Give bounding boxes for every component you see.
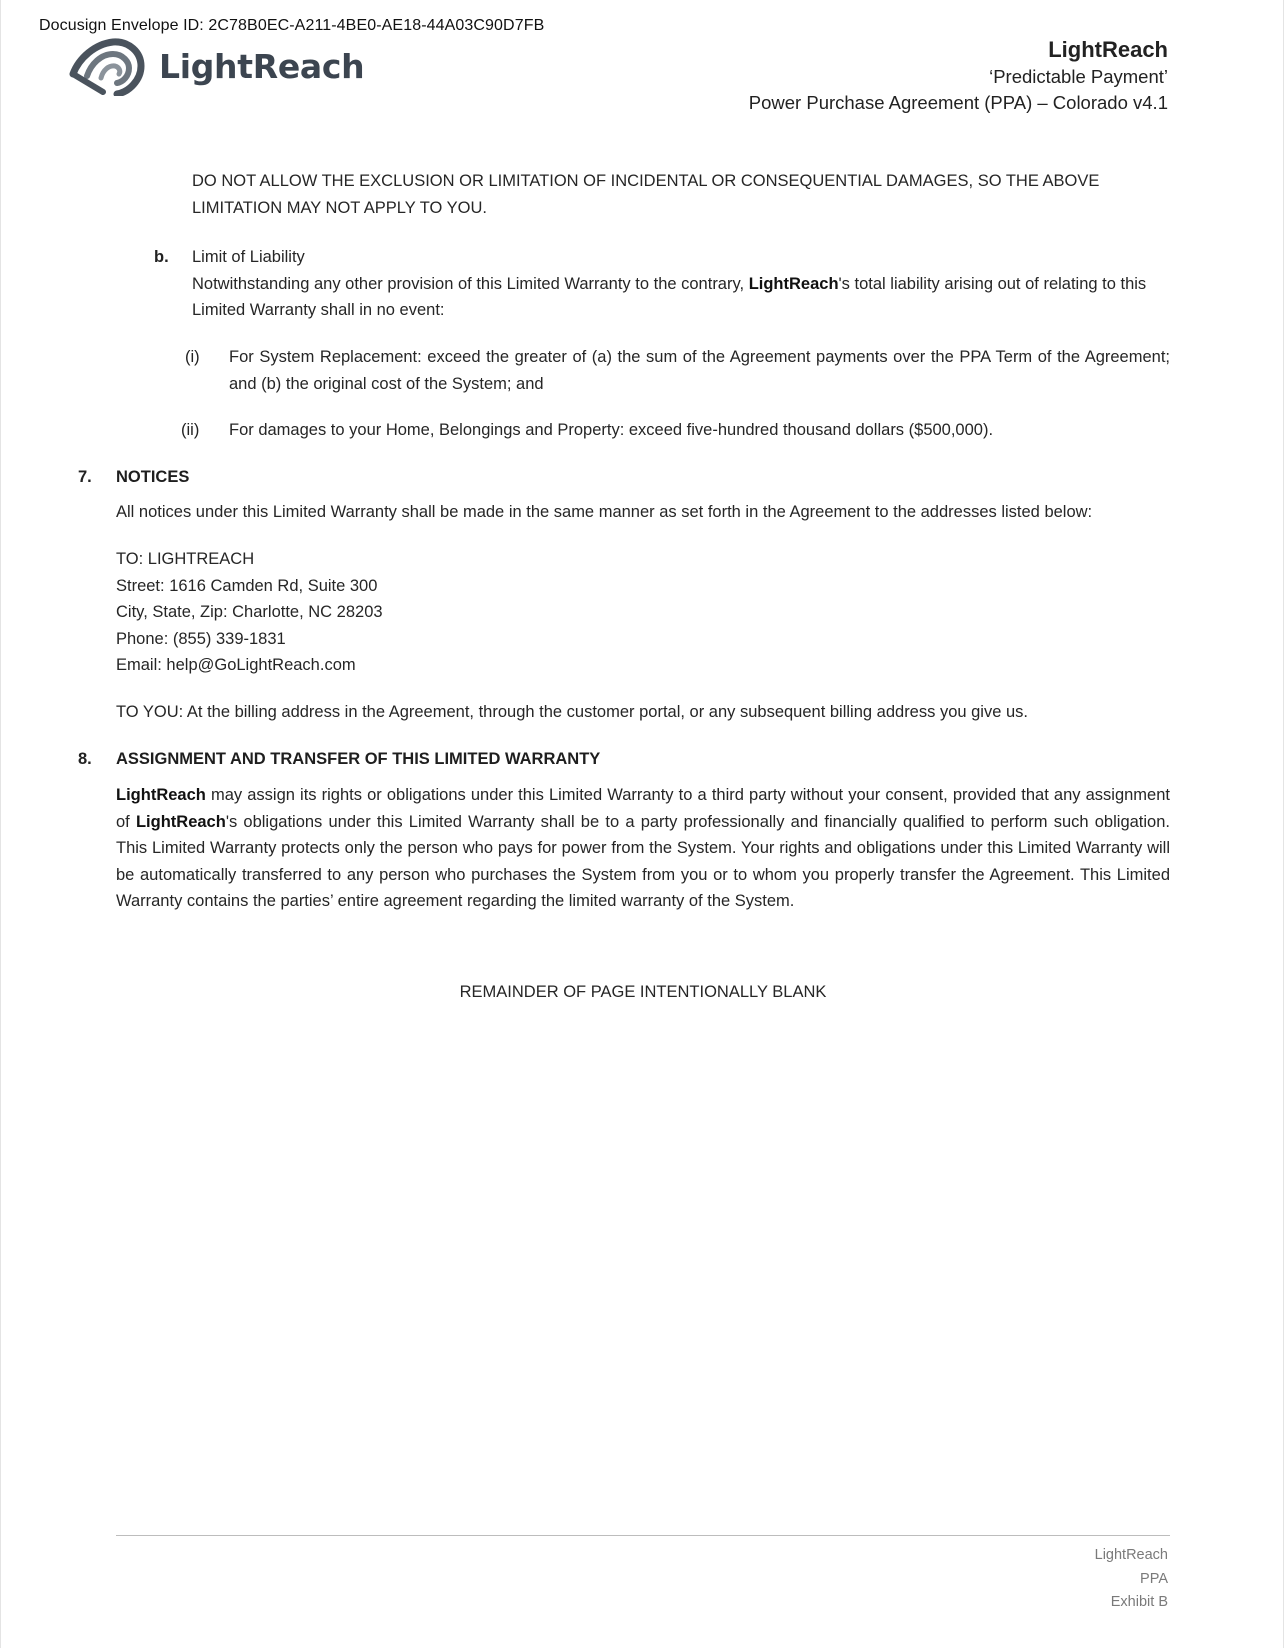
section-8-paragraph (116, 782, 1170, 915)
section-8-part1: may assign its rights or obligations under this Limited Warranty to a third party without your consent, provided that any assignment of (116, 786, 1170, 831)
envelope-id: Docusign Envelope ID: 2C78B0EC-A211-4BE0-AE18-44A03C90D7FB (39, 17, 545, 34)
notice-address (116, 546, 816, 679)
section-7-title: NOTICES (116, 468, 190, 486)
footer-divider (116, 1535, 1170, 1536)
logo-wordmark: LightReach (159, 46, 365, 86)
section-b-marker: b. (154, 248, 169, 266)
section-7-intro: All notices under this Limited Warranty shall be made in the same manner as set forth in the Agreement to the addresses listed below: (116, 503, 1093, 521)
address-line: City, State, Zip: Charlotte, NC 28203 (116, 603, 383, 621)
section-b-title: Limit of Liability (192, 248, 305, 266)
lightreach-logo-icon (69, 36, 149, 96)
section-b-intro-pre: Notwithstanding any other provision of this Limited Warranty to the contrary, (192, 274, 749, 293)
item-ii-text: For damages to your Home, Belongings and Property: exceed five-hundred thousand dollars ($500,000). (229, 421, 994, 439)
page-footer (1095, 1544, 1168, 1615)
blank-page-note: REMAINDER OF PAGE INTENTIONALLY BLANK (459, 983, 827, 1001)
address-line: Phone: (855) 339-1831 (116, 629, 286, 648)
section-b-intro-brand: LightReach (748, 274, 839, 293)
header-subtitle: ‘Predictable Payment’ (989, 66, 1168, 87)
section-8-title: ASSIGNMENT AND TRANSFER OF THIS LIMITED WARRANTY (116, 750, 601, 768)
section-8-number: 8. (78, 750, 92, 768)
address-line: Email: help@GoLightReach.com (116, 656, 356, 674)
section-b (192, 244, 1170, 324)
item-ii-marker: (ii) (181, 421, 200, 439)
item-i-marker: (i) (185, 348, 200, 366)
item-i-text: For System Replacement: exceed the greater of (a) the sum of the Agreement payments over the PPA Term of the Agreement; and (b) the original cost of the System; and (229, 348, 1170, 393)
address-line: Street: 1616 Camden Rd, Suite 300 (116, 576, 378, 595)
footer-doc: PPA (1140, 1570, 1168, 1587)
section-7-number: 7. (78, 468, 92, 486)
document-header (749, 36, 1168, 116)
footer-exhibit: Exhibit B (1110, 1594, 1168, 1610)
section-8-brand: LightReach (135, 812, 226, 831)
section-7-to-you: TO YOU: At the billing address in the Agreement, through the customer portal, or any subsequent billing address you give us. (116, 703, 1028, 721)
section-b-intro-post: 's total liability arising out of relating to this Limited Warranty shall in no event: (192, 274, 1147, 319)
continuation-paragraph: DO NOT ALLOW THE EXCLUSION OR LIMITATION OF INCIDENTAL OR CONSEQUENTIAL DAMAGES, SO THE ABOVE LIMITATION MAY NOT APPLY TO YOU. (192, 172, 1100, 217)
footer-company: LightReach (1094, 1547, 1168, 1563)
address-line: TO: LIGHTREACH (116, 550, 255, 568)
section-b-intro (192, 271, 1170, 324)
section-8-brand: LightReach (116, 786, 206, 804)
section-8-part2: 's obligations under this Limited Warranty shall be to a party professionally and financially qualified to perform such obligation. This Limited Warranty protects only the person who pays for power from the System. Your rights and obligations under this Limited Warranty will be automatically transferred to any person who purchases the System from you or to whom you properly transfer the Agreement. This Limited Warranty contains the parties’ entire agreement regarding the limited warranty of the System. (116, 812, 1170, 910)
header-doc-title: Power Purchase Agreement (PPA) – Colorado v4.1 (748, 92, 1168, 113)
logo (69, 36, 364, 96)
header-company: LightReach (1048, 37, 1168, 62)
